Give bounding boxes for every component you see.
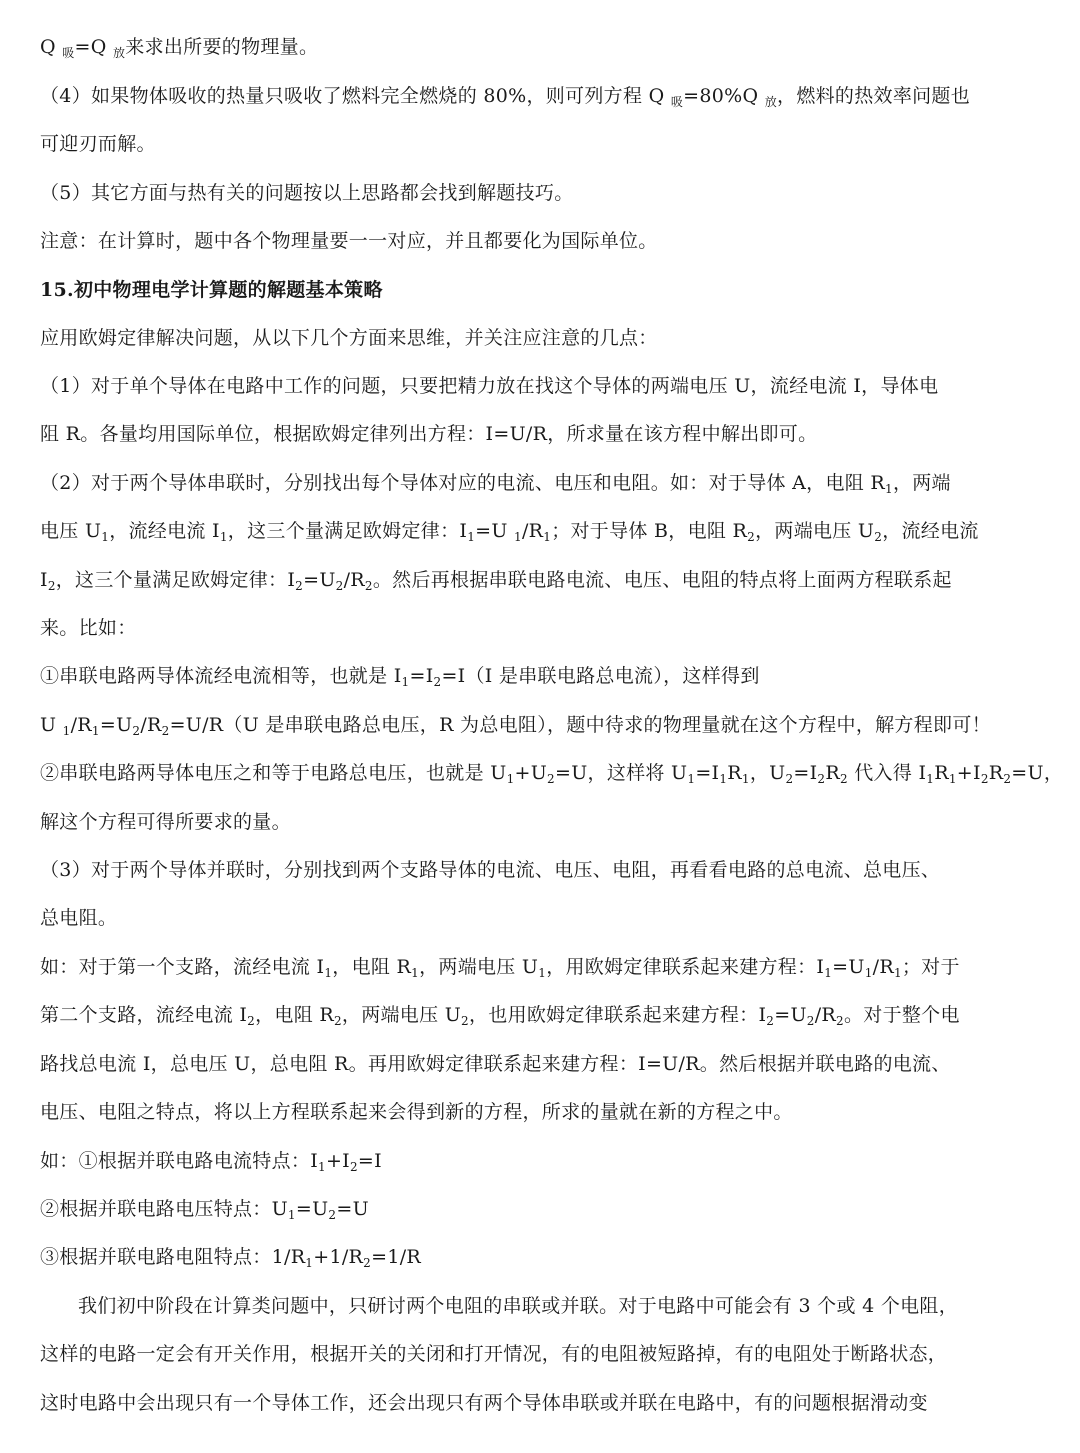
text-line: （4）如果物体吸收的热量只吸收了燃料完全燃烧的 80%，则可列方程 Q $_吸$=80%Q $_放$，燃料的热效率问题也: [40, 85, 971, 109]
text-line: （1）对于单个导体在电路中工作的问题，只要把精力放在找这个导体的两端电压 U，流经电流 I，导体电: [40, 375, 939, 397]
text-line: 这样的电路一定会有开关作用，根据开关的关闭和打开情况，有的电阻被短路掉，有的电阻处于断路状态，: [40, 1343, 948, 1365]
text-line: 路找总电流 I，总电压 U，总电阻 R。再用欧姆定律联系起来建方程：I=U/R。然后根据并联电路的电流、: [40, 1053, 951, 1075]
text-line: （3）对于两个导体并联时，分别找到两个支路导体的电流、电压、电阻，再看看电路的总电流、总电压、: [40, 859, 941, 881]
text-line: 电压 $U_1$，流经电流 $I_1$，这三个量满足欧姆定律：$I_1=U$ $_1/R_1$；对于导体 B，电阻 $R_2$，两端电压 $U_2$，流经电流: [40, 520, 979, 544]
text-line: ②根据并联电路电压特点：$U_1=U_2=U$: [40, 1198, 369, 1222]
text-line: 应用欧姆定律解决问题，从以下几个方面来思维，并关注应注意的几点：: [40, 327, 658, 349]
text-line: 可迎刃而解。: [40, 133, 156, 155]
text-line: 来。比如：: [40, 617, 137, 639]
text-line: ②串联电路两导体电压之和等于电路总电压，也就是 $U_1+U_2=U$，这样将 $U_1=I_1R_1$，$U_2=I_2R_2$ 代入得 $I_1R_1+I_2R_2=U$，: [40, 762, 1064, 786]
text-line: ①串联电路两导体流经电流相等，也就是 $I_1=I_2=I(I$ 是串联电路总电流），这样得到: [40, 665, 760, 689]
text-line: 注意：在计算时，题中各个物理量要一一对应，并且都要化为国际单位。: [40, 230, 658, 252]
text-line: （5）其它方面与热有关的问题按以上思路都会找到解题技巧。: [40, 182, 574, 204]
text-line: U $_1/R_1=U_2/R_2=U/R(U$ 是串联电路总电压，R 为总电阻），题中待求的物理量就在这个方程中，解方程即可！: [40, 714, 991, 738]
text-line: 总电阻。: [40, 907, 118, 929]
section-heading: 15.初中物理电学计算题的解题基本策略: [40, 279, 383, 301]
text-line: 电压、电阻之特点，将以上方程联系起来会得到新的方程，所求的量就在新的方程之中。: [40, 1101, 793, 1123]
text-line: 第二个支路，流经电流 $I_2$，电阻 $R_2$，两端电压 $U_2$，也用欧姆定律联系起来建方程：$I_2=U_2/R_2$。对于整个电: [40, 1004, 960, 1028]
text-line: 如：对于第一个支路，流经电流 $I_1$，电阻 $R_1$，两端电压 $U_1$，用欧姆定律联系起来建方程：$I_1=U_1/R_1$；对于: [40, 956, 960, 980]
text-line: 这时电路中会出现只有一个导体工作，还会出现只有两个导体串联或并联在电路中，有的问题根据滑动变: [40, 1392, 928, 1414]
text-line: 如：①根据并联电路电流特点：$I_1+I_2=I$: [40, 1150, 382, 1174]
text-line: Q $_吸$=Q $_放$来求出所要的物理量。: [40, 36, 319, 60]
text-line: 解这个方程可得所要求的量。: [40, 811, 291, 833]
text-line: 阻 R。各量均用国际单位，根据欧姆定律列出方程：I=U/R，所求量在该方程中解出即可。: [40, 423, 818, 445]
text-line: （2）对于两个导体串联时，分别找出每个导体对应的电流、电压和电阻。如：对于导体 A，电阻 $R_1$，两端: [40, 472, 951, 496]
text-line: 我们初中阶段在计算类问题中，只研讨两个电阻的串联或并联。对于电路中可能会有 3 个或 4 个电阻，: [78, 1295, 959, 1317]
text-line: $I_2$，这三个量满足欧姆定律：$I_2=U_2/R_2$。然后再根据串联电路电流、电压、电阻的特点将上面两方程联系起: [40, 569, 952, 593]
text-line: ③根据并联电路电阻特点：$1/R_1+1/R_2=1/R$: [40, 1246, 422, 1270]
